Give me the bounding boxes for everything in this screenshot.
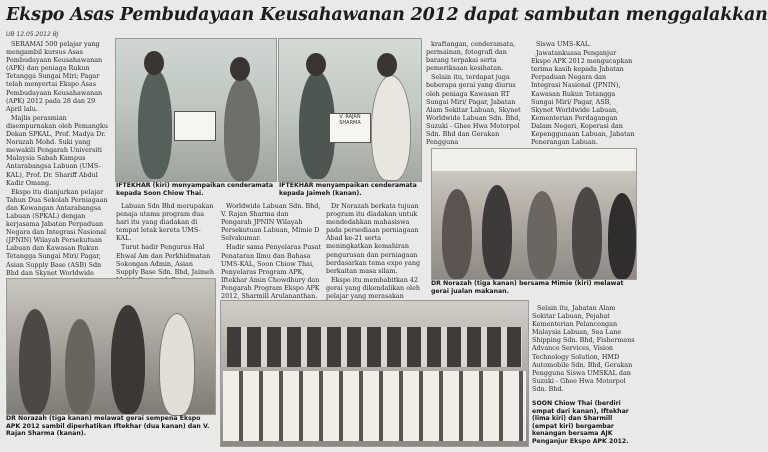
plaque-label: V. RAJAN SHARMA [339,114,361,126]
person [111,305,145,414]
paragraph: SERAMAI 500 pelajar yang mengambil kursus Asas Pembudayaan Keusahawanan (APK) dan peniaga Rukun Tetangga Sungai Miri; Pagar telah menyertai Ekspo Asas Pembudayaan Keusahawanan (APK) 2012 pada 28 dan 29 April lalu. [6,40,103,113]
back-row [227,327,522,367]
caption-photo3: DR Norazah (tiga kanan) bersama Mimie (kiri) melawat gerai jualan makanan. [431,280,624,295]
stall-canopy [432,149,636,171]
headline: Ekspo Asas Pembudayaan Keusahawanan 2012 dapat sambutan menggalakkan [6,5,768,25]
person-left [138,69,172,179]
paragraph: Majlis perasmian disempurnakan oleh Pemangku Dekan SPKAL, Prof. Madya Dr. Norazah Mohd. Suki yang mewakili Pengarah Universiti Malaysia Sabah Kampus Antarabangsa Labuan (UMS-KAL), Prof. Dr. Shariff Abdul Kadir Omang. [6,113,108,187]
caption-photo2: IFTEKHAR menyampaikan cenderamata kepada Jaimeh (kanan). [279,182,417,197]
person-right-head [230,57,250,81]
photo-iftekhar-jaimeh [278,38,422,182]
caption-photo4: DR Norazah (tiga kanan) melawat gerai sempena Ekspo APK 2012 sambil diperhatikan Iftekhar (dua kanan) dan V. Rajan Sharma (kanan). [6,415,210,438]
paragraph: Siswa UMS-KAL. [536,40,592,48]
paragraph: Dr Norazah berkata tujuan program itu diadakan untuk mendedahkan mahasiswa pada persediaan perniagaan Abad ke-21 serta meningkatkan kemahiran pengurusan dan perniagaan berdasarkan tema expo yang berkaitan masa silam. [326,202,421,275]
paragraph: Turut hadir Pengurus Hal Ehwal Am dan Perkhidmatan Sokongan Admin, Asian Supply Base Sdn. Bhd, Jaimeh [116,243,214,276]
article-column-3 [221,202,322,301]
front-row [223,371,526,441]
person [442,189,472,279]
article-column-2 [116,202,216,282]
paragraph: kraftangan, cenderamata, permainan, fotografi dan barang terpakai serta pemeriksaan kesihatan. [426,40,516,73]
article-column-6 [531,40,635,147]
article-column-4 [326,202,426,301]
person [527,191,557,279]
person [159,313,195,416]
person [65,319,95,414]
souvenir-plaque [329,113,371,143]
person-left-head [306,53,326,76]
date-handwritten-note: UB 12.05.2012 BJ [6,31,59,38]
paragraph: Selain itu, terdapat juga beberapa gerai yang diurus oleh peniaga Kawasan RT Sungai Miri/ Pagar, Jabatan Alam Sekitar Labuan, Skynet Worldwide Labuan Sdn. Bhd, Suzuki - Ghee Hwa Motorpol Sdn. Bhd dan Gerakan Pengguna [426,73,521,147]
paragraph: Selain itu, Jabatan Alam Sekitar Labuan, Pejabat Kementerian Pelancongan Malaysia Labuan, Sea Lane Shipping Sdn. Bhd, Fishermens Advance Services, Vision Technology Solution, HMD Automobile Sdn. Bhd, Gerakan Pengguna Siswa UMSKAL dan Suzuki - Ghee Hwa Motorpol Sdn. Bhd. [532,304,635,393]
person [608,193,636,279]
person-right [224,77,260,181]
person [19,309,51,414]
caption-group-photo: SOON Chiow Thai (berdiri empat dari kanan), Iftekhar (lima kiri) dan Sharmill (empat kiri) bergambar kenangan bersama AJK Penganjur Ekspo APK 2012. [532,400,629,445]
photo-norazah-visiting-stall [6,278,216,415]
article-column-5 [426,40,526,147]
photo-group-committee [220,300,529,447]
photo-norazah-food-stall [431,148,637,280]
person-right-head [377,53,397,77]
photo-iftekhar-soon [115,38,277,182]
article-column-1 [6,40,110,275]
person-right [371,75,411,181]
paragraph: Hadir sama Penyelaras Pusat Penataran Ilmu dan Bahasa UMS-KAL, Soon Chiow Thai, Penyelaras Program APK, Iftekhar Amin Chowdhury dan Pengarah Program Ekspo APK 2012, Sharmill Arulananthan. [221,243,322,301]
paragraph: Jawatankuasa Penganjur Ekspo APK 2012 mengucapkan terima kasih kepada Jabatan Perpaduan Negara dan Integrasi Nasional (JPNIN), Kawasan Rukun Tetangga Sungai Miri/ Pagar, ASB, Skynet Worldwide Labuan, Kementerian Perdagangan Dalam Negeri, Koperasi dan Kepenggunaan Labuan, Jabatan Penerangan Labuan. [531,49,635,147]
person [572,187,602,279]
person-left-head [144,51,164,75]
paragraph: Ekspo itu membabitkan 42 gerai yang dikendalikan oleh pelajar yang merasakan [326,275,420,301]
article-column-7 [532,304,635,396]
paragraph: Ekspo itu dianjurkan pelajar Tahun Dua Sekolah Perniagaan dan Kewangan Antarabangsa Labuan (SPKAL) dengan kerjasama Jabatan Perpaduan Negara dan Integrasi Nasional (JPNIN) Wilayah Persekutuan Labuan dan Kawasan Rukun Tetangga Sungai Miri/ Pagar, Asian Supply Base (ASB) Sdn Bhd dan Skynet Worldwide [6,187,108,277]
paragraph: Worldwide Labuan Sdn. Bhd, V. Rajan Sharma dan Pengarah JPNIN Wilayah Persekutuan Labuan, Mimie D Selvakumar. [221,202,321,243]
caption-photo1: IFTEKHAR (kiri) menyampaikan cenderamata kepada Soon Chiow Thai. [116,182,274,197]
paragraph: Labuan Sdn Bhd merupakan penaja utama program dua hari itu yang diadakan di tempat letak kereta UMS-KAL. [116,202,214,243]
person [482,185,512,279]
souvenir-plaque [174,111,216,141]
